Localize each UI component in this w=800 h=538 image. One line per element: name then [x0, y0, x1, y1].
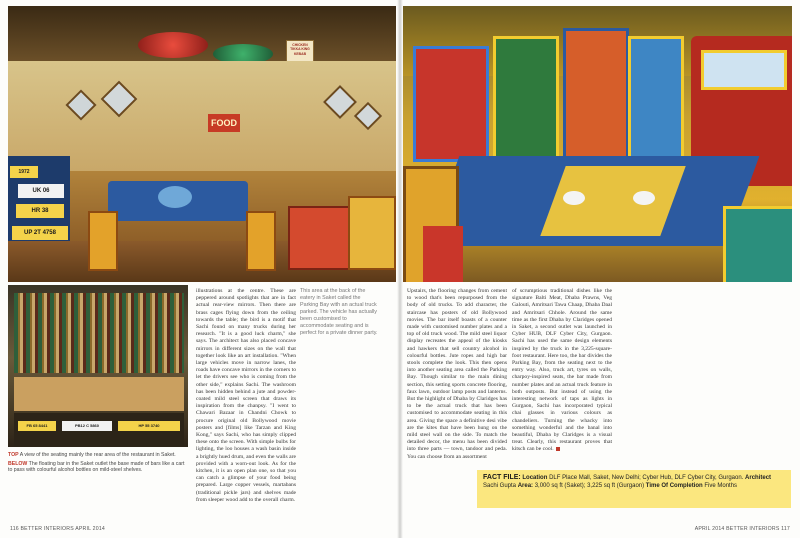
fact-area: 3,000 sq ft (Saket); 3,225 sq ft (Gurgaon) [534, 483, 645, 489]
chair [423, 226, 463, 282]
truck-windshield [701, 50, 787, 90]
fact-architect-label: Architect [745, 475, 772, 481]
article-column-3 [512, 288, 612, 454]
table-plate [158, 186, 192, 208]
folio-left: 116 BETTER INTERIORS APRIL 2014 [10, 526, 105, 532]
photo-captions [8, 452, 186, 474]
caption-below-label: BELOW [8, 460, 28, 467]
caption-below [8, 461, 186, 474]
caption-top [8, 452, 186, 459]
table-plate [633, 191, 655, 205]
caption-top-text: A view of the seating mainly the rear area of the restaurant in Saket. [19, 452, 176, 458]
fact-file-box [477, 470, 791, 508]
table-plate [563, 191, 585, 205]
painted-wall-panel [563, 28, 629, 174]
number-plate: HR 38 [16, 204, 64, 218]
article-column-1: illustrations at the centre. These are peppered around spotlights that are in fact actual rear-view mirrors. Then there are brass cages flying down from the ceiling towards the table; the bird is a motif that Sachi found on many trucks during her research. "It is a good luck charm," she says. The architect has also placed concave mirrors in different sizes on the wall that together look like an art installation. "When large vehicles move in narrow lanes, the roads have concave mirrors in the corners to let the drivers see who is coming from the other side," explains Sachi. The washroom has been hidden behind a jute and powder-coated mild steel screen that draws its inspiration from the chanpsy. "I went to Chawari Bazaar in Chandni Chowk to procure original old Bollywood movie posters and [films] like Tarzan and King Kong," says Sachi, who has simply clipped these onto the screen. With simple bulbs for lighting, the loo houses a wash basin inside a brightly hued drum, and even the walls are provided with a worn-out look. As for the kitchen, it is an open plan one, so that you can catch a glimpse of your food being prepared. Large copper vessels, martabans (traditional pickle jars) and shelves made from sleeper wood add to the overall charm. [196, 288, 296, 503]
painted-wall-panel [413, 46, 489, 162]
bar-counter [14, 377, 184, 411]
painted-wall-panel [493, 36, 559, 172]
chair [723, 206, 792, 282]
fact-file-title: FACT FILE: [483, 474, 521, 481]
article-column-2: Upstairs, the flooring changes from cement to wood that's been repurposed from the body of old trucks. To add character, the staircase has posters of old Bollywood movies. The bar itself boasts of a counter made with customised number plates and a top of old truck wood. The mild steel liquor display recreates the appeal of the kiosks and hawkers that sell country alcohol in colourful bottles. Jute ropes and high bar stools complete the look. This then opens into another seating area called the Parking Bay. Though similar to the main dining section, this setting sports concrete flooring, faux lawn, outdoor lamp posts and lanterns. But the highlight of Dhaba by Claridges has to be the actual truck that has been customised to accommodate seating in this area. Giving the space a definitive desi vibe are the kites that have been hung on the mild steel wall on the side. To match the detailed decor, the menu has been divided into three parts — town, tandoor and peda. You can choose from an assortment [407, 288, 507, 460]
end-mark-icon [556, 447, 560, 451]
menu-sign-board: CHICKEN TIKKA KING KEBAB [286, 40, 314, 86]
caption-top-label: TOP [8, 452, 19, 458]
fact-time-label: Time Of Completion [645, 483, 703, 489]
article-column-3-text: of scrumptious traditional dishes like the signature Balti Meat, Dhaba Prawns, Veg Galouti, Amritsari Tawa Chaap, Dhaba Daal and Amritsari Chhole. Around the same time as the first Dhaba by Claridges opened in Saket, a second outlet was launched in Cyber HUB, DLF Cyber City, Gurgaon. Sachi has used the same design elements inspired by the truck in the 3,225-square-foot restaurant. Here too, the bar divides the Parking Bay, from the seating next to the entry way. Also, truck art, tyres on walls, charpoy-inspired seats, the bar made from number plates and an actual truck feature in both outposts. But instead of using the interesting network of taps as lights in Gurgaon, Sachi has incorporated typical chai glasses in various colours as chandeliers. Turning the whacky into something wonderful and the banal into beautiful, Dhaba by Claridges is a visual treat. Clearly, this restaurant proves that kitsch can be cool. [512, 288, 612, 453]
bottle-shelves [14, 293, 184, 373]
caption-below-text: The floating bar in the Saket outlet the base made of bars like a cart to pass with colourful alcohol bottles on mild-steel shelves. [8, 460, 185, 474]
chair [88, 211, 118, 271]
number-plate: HP 55 3740 [118, 421, 180, 431]
fact-location-label: Location [522, 475, 548, 481]
table-runner [540, 166, 685, 236]
number-plate: 1972 [10, 166, 38, 178]
fact-area-label: Area: [517, 483, 534, 489]
colourful-chandelier-decor [138, 32, 208, 58]
number-plate: FB 65 8441 [18, 421, 56, 431]
fact-architect: Sachi Gupta [483, 483, 517, 489]
chair [348, 196, 396, 270]
chair [288, 206, 352, 270]
fact-time: Five Months [704, 483, 738, 489]
folio-right: APRIL 2014 BETTER INTERIORS 117 [694, 526, 790, 532]
ceiling-area [8, 6, 396, 61]
fact-location: DLF Place Mall, Saket, New Delhi; Cyber Hub, DLF Cyber City, Gurgaon. [549, 475, 744, 481]
dining-area-truck-photo [403, 6, 792, 282]
chair [246, 211, 276, 271]
food-sign: FOOD [208, 114, 240, 132]
page-gutter [397, 0, 403, 538]
bar-shelves-photo [8, 285, 188, 447]
painted-wall-panel [628, 36, 684, 162]
number-plate: UK 06 [18, 184, 64, 198]
number-plate: UP 2T 4758 [12, 226, 68, 240]
number-plate: PB12 C 5860 [62, 421, 112, 431]
parking-bay-caption: This area at the back of the eatery in Saket called the Parking Bay with an actual truck parked. The vehicle has actually been customised to accommodate seating and is perfect for a private dinner party. [300, 288, 378, 336]
restaurant-interior-photo [8, 6, 396, 282]
